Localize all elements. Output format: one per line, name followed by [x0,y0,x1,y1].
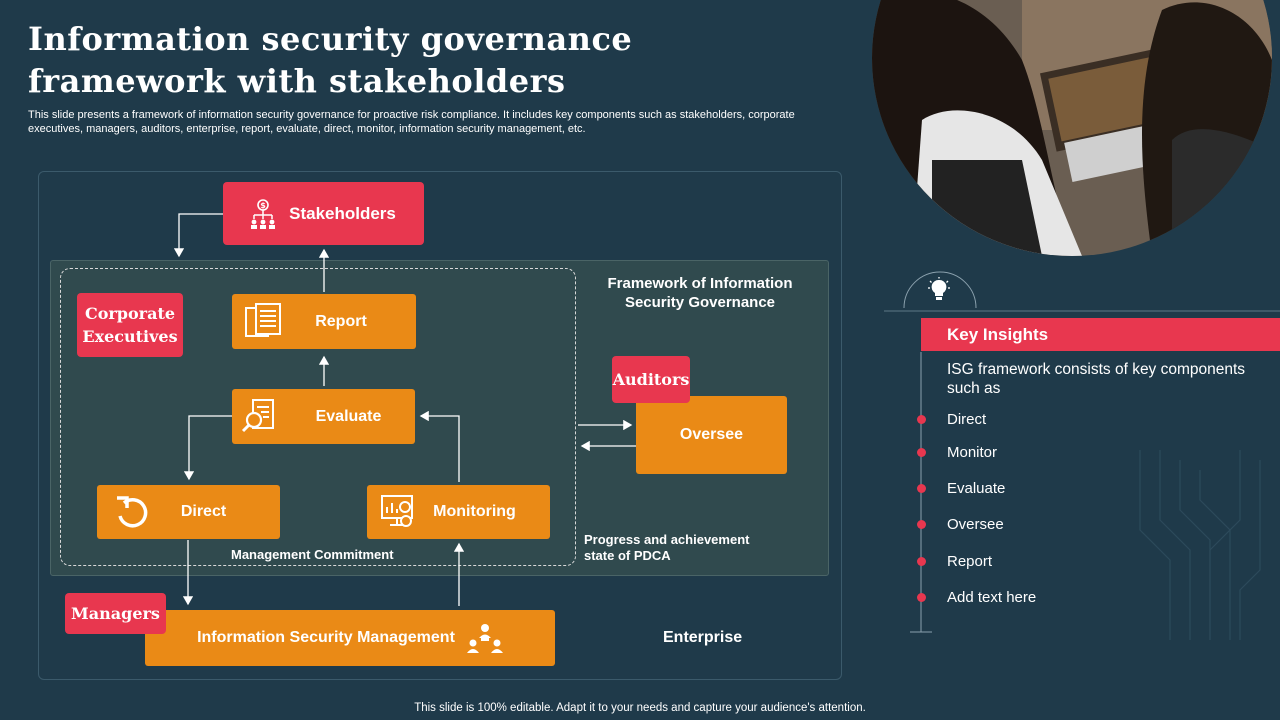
ism-label: Information Security Management [197,629,455,646]
lightbulb-icon [928,277,950,303]
hierarchy-icon [251,199,275,229]
insight-item: Report [947,553,993,570]
corporate-executives-box [77,293,183,357]
insight-item: Monitor [947,444,998,461]
monitoring-label: Monitoring [433,503,516,520]
bullet-dot [917,415,926,424]
evaluate-box [232,389,415,444]
monitor-chart-icon [380,493,416,529]
key-insights-title: Key Insights [947,324,1049,344]
insight-item: Oversee [947,516,1004,533]
information-security-management-box [145,610,555,666]
svg-text:$: $ [260,200,266,210]
bullet-dot [917,484,926,493]
progress-pdca-label: Progress and achievement state of PDCA [584,532,750,563]
footer-note: This slide is 100% editable. Adapt it to your needs and capture your audience's attention. [414,702,866,714]
evaluate-label: Evaluate [315,407,382,425]
monitoring-box [367,485,550,539]
team-icon [467,623,503,653]
managers-label: Managers [71,604,160,623]
report-box [232,294,416,349]
auditors-label: Auditors [612,370,690,389]
managers-box [65,593,166,634]
management-commitment-label: Management Commitment [231,547,394,562]
corporate-executives-label: Corporate Executives [82,304,178,346]
auditors-box [612,356,690,403]
key-insights-intro: ISG framework consists of key components such as [947,361,1246,397]
enterprise-label: Enterprise [663,629,743,646]
stakeholders-box [223,182,424,245]
documents-icon [244,303,282,339]
direct-label: Direct [180,503,227,520]
magnifier-document-icon [241,398,277,434]
undo-icon [114,494,152,532]
direct-box [97,485,280,539]
key-insights-heading [921,318,1280,351]
slide-title: Information security governance framework with stakeholders [28,20,633,100]
bullet-dot [917,448,926,457]
framework-title: Framework of Information Security Governance [607,275,793,311]
bullet-dot [917,593,926,602]
slide-subtitle: This slide presents a framework of information security governance for proactive risk compliance. It includes key components such as stakeholders, corporate executives, managers, auditors, enterprise, report, evaluate, direct, monitor, information security management, etc. [28,109,795,135]
insight-item: Evaluate [947,480,1006,497]
stakeholders-label: Stakeholders [289,203,396,223]
oversee-label: Oversee [679,426,744,443]
bullet-dot [917,557,926,566]
oversee-box [636,396,787,474]
insight-item: Add text here [947,589,1037,606]
report-label: Report [315,312,367,330]
bullet-dot [917,520,926,529]
insight-item: Direct [947,411,987,428]
